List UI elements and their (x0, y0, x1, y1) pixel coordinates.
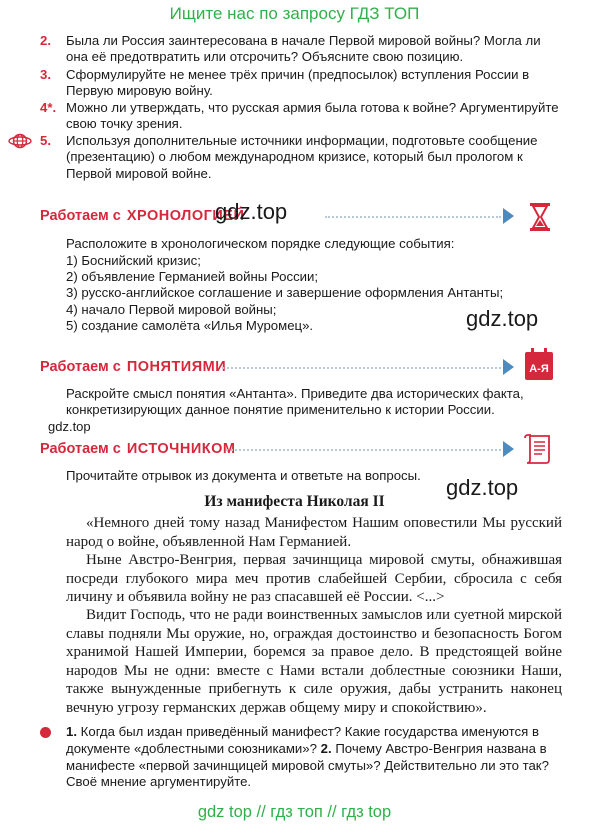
bullet-dot-icon (40, 727, 51, 738)
heading-divider (222, 367, 501, 369)
document-paragraph: Ныне Австро-Венгрия, первая зачинщица мировой смуты, обнажившая посреди глубокого мира меч против слабейшей Сербии, сбросила с себя личину и объявила войну не раз спасавшей её России. <...> (66, 552, 562, 606)
watermark: gdz.top (446, 475, 519, 500)
chronology-intro: Расположите в хронологическом порядке следующие события: (66, 236, 455, 251)
arrow-right-icon (503, 208, 514, 224)
chronology-item: 2) объявление Германией войны России; (66, 269, 319, 284)
question-text: Была ли Россия заинтересована в начале Первой мировой войны? Могла ли она её предотвратить или отсрочить? Объясните свою позицию. (66, 33, 541, 65)
document-paragraph: Видит Господь, что не ради воинственных замыслов или суетной мирской славы подняли Мы оружие, но, ограждая достоинство и безопасность Богом хранимой Нашей Империи, боремся за правое дело. В предстоящей войне народов Мы не одни: вместе с Нами встали доблестные союзники Наши, также вынужденные прибегнуть к силе оружия, дабы устранить наконец вечную угрозу германских держав общему миру и спокойствию». (66, 607, 562, 716)
heading-word: ПОНЯТИЯМИ (126, 359, 227, 375)
heading-divider (226, 449, 501, 451)
heading-word: Работаем с (40, 441, 121, 457)
dictionary-icon-label: А-Я (529, 363, 549, 375)
footer-banner: gdz top // гдз топ // гдз top (197, 803, 392, 821)
chronology-item: 4) начало Первой мировой войны; (66, 302, 277, 317)
watermark: gdz.top (48, 419, 91, 434)
watermark: gdz.top (215, 199, 288, 224)
heading-word: ИСТОЧНИКОМ (126, 441, 236, 457)
chronology-item: 3) русско-английское соглашение и завершение оформления Антанты; (66, 285, 504, 300)
question-number: 4*. (40, 100, 57, 115)
source-question-text: Когда был издан приведённый манифест? Какие государства именуются в документе «доблестными союзниками»? (66, 724, 539, 756)
watermark: gdz.top (466, 306, 539, 331)
question-3 (40, 67, 560, 100)
banner-top: Ищите нас по запросу ГДЗ ТОП (169, 4, 420, 23)
question-2 (40, 33, 560, 66)
source-question-number: 2. (320, 740, 332, 756)
question-number: 5. (40, 133, 51, 148)
source-question-number: 1. (66, 724, 77, 739)
question-number: 2. (40, 33, 51, 48)
concepts-text: Раскройте смысл понятия «Антанта». Приведите два исторических факта, конкретизирующих данное понятие применительно к истории России. (66, 386, 524, 418)
question-text: Используя дополнительные источники информации, подготовьте сообщение (презентацию) о любом международном кризисе, который был прологом к Первой мировой войне. (66, 133, 538, 181)
source-questions (66, 724, 562, 791)
concepts-heading (40, 354, 226, 380)
heading-word: Работаем с (40, 359, 121, 375)
arrow-right-icon (503, 441, 514, 457)
heading-divider (325, 216, 501, 218)
question-4 (40, 100, 560, 133)
scroll-document-icon (523, 433, 553, 465)
chronology-item: 1) Боснийский кризис; (66, 253, 201, 268)
chronology-heading (40, 203, 244, 229)
dictionary-icon (523, 347, 555, 381)
chronology-item: 5) создание самолёта «Илья Муромец». (66, 318, 314, 333)
document-title: Из манифеста Николая II (204, 493, 385, 510)
globe-icon (8, 131, 32, 151)
question-text: Можно ли утверждать, что русская армия была готова к войне? Аргументируйте свою точку зрения. (66, 100, 559, 132)
question-text: Сформулируйте не менее трёх причин (предпосылок) вступления России в Первую мировую войну. (66, 67, 530, 99)
source-question-text: Почему Австро-Венгрия названа в манифесте «первой зачинщицей мировой смуты»? Действительно ли это так? Своё мнение аргументируйте. (66, 740, 549, 790)
document-paragraph: «Немного дней тому назад Манифестом Нашим оповестили Мы русский народ о войне, объявленной Нам Германией. (66, 515, 562, 550)
heading-word: Работаем с (40, 208, 121, 224)
source-intro: Прочитайте отрывок из документа и ответьте на вопросы. (66, 468, 421, 483)
hourglass-icon (528, 202, 552, 232)
question-number: 3. (40, 67, 51, 82)
source-heading (40, 436, 235, 462)
heading-word: ХРОНОЛОГИЕЙ (126, 208, 245, 224)
question-5 (40, 133, 560, 182)
arrow-right-icon (503, 359, 514, 375)
